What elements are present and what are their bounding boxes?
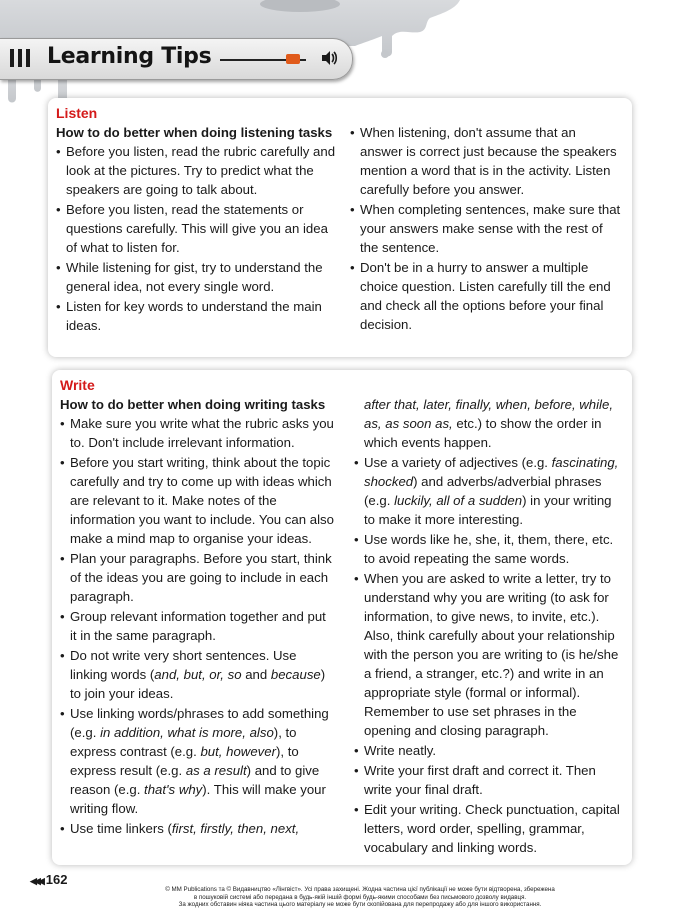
list-item: • When listening, don't assume that an answer is correct just because the speakers mention a word that is in the activity. Listen carefully before you answer. <box>350 123 622 199</box>
write-heading: Write <box>60 377 95 393</box>
banner-bars-icon <box>10 49 30 67</box>
rewind-arrows-icon: ◀◀◀ <box>30 876 42 886</box>
list-item: • Do not write very short sentences. Use linking words (and, but, or, so and because) to join your ideas. <box>60 646 336 703</box>
listen-subheading: How to do better when doing listening tasks <box>56 125 333 140</box>
speaker-icon <box>320 49 338 67</box>
write-subheading: How to do better when doing writing tasks <box>60 397 326 412</box>
list-item: • When completing sentences, make sure that your answers make sense with the rest of the sentence. <box>350 200 622 257</box>
page-title: Learning Tips <box>47 44 212 69</box>
learning-tips-banner <box>0 38 353 80</box>
write-right-list <box>354 395 626 857</box>
list-item: • Edit your writing. Check punctuation, capital letters, word order, spelling, grammar, vocabulary and linking words. <box>354 800 626 857</box>
list-item: • Use words like he, she, it, them, there, etc. to avoid repeating the same words. <box>354 530 626 568</box>
listen-left-list <box>56 142 336 335</box>
write-right-column <box>354 395 626 858</box>
list-item: • Group relevant information together and put it in the same paragraph. <box>60 607 336 645</box>
list-item: • Don't be in a hurry to answer a multiple choice question. Listen carefully till the end and check all the options before your final decision. <box>350 258 622 334</box>
write-left-column <box>60 376 336 839</box>
list-item: • Write your first draft and correct it. Then write your final draft. <box>354 761 626 799</box>
page-number-text: 162 <box>45 872 68 887</box>
listen-left-column <box>56 104 336 336</box>
listen-right-column <box>350 123 622 335</box>
list-item: • Plan your paragraphs. Before you start, think of the ideas you are going to include in each paragraph. <box>60 549 336 606</box>
listen-right-list <box>350 123 622 334</box>
list-item-continuation: after that, later, finally, when, before, while, as, as soon as, etc.) to show the order in which events happen. <box>364 397 613 450</box>
list-item: • Use linking words/phrases to add something (e.g. in addition, what is more, also), to express contrast (e.g. but, however), to express result (e.g. as a result) and to give reason (e.g. that's why). This will make your writing flow. <box>60 704 336 818</box>
page-number <box>30 872 67 887</box>
list-item: • Use time linkers (first, firstly, then, next, <box>60 819 336 838</box>
list-item: • Listen for key words to understand the main ideas. <box>56 297 336 335</box>
write-card <box>52 370 632 865</box>
list-item: • Use a variety of adjectives (e.g. fascinating, shocked) and adverbs/adverbial phrases (e.g. luckily, all of a sudden) in your writing to make it more interesting. <box>354 453 626 529</box>
list-item: • Write neatly. <box>354 741 626 760</box>
list-item: • Before you listen, read the statements or questions carefully. This will give you an idea of what to listen for. <box>56 200 336 257</box>
listen-heading: Listen <box>56 105 98 121</box>
listen-card <box>48 98 632 357</box>
list-item: • Before you start writing, think about the topic carefully and try to come up with ideas which are relevant to it. Make notes of the information you want to include. You can also make a mind map to organise your ideas. <box>60 453 336 548</box>
list-item: • Before you listen, read the rubric carefully and look at the pictures. Try to predict what the speakers are going to talk about. <box>56 142 336 199</box>
write-left-list <box>60 414 336 838</box>
copyright-notice: © MM Publications та © Видавництво «Лінгвіст». Усі права захищені. Жодна частина цієї публікації не може бути відтворена, збережена в пошуковій системі або передана в будь-якій іншій формі будь-якими способами без письмового дозволу видавця. За жодних обставин ніяка частина цього матеріалу не може бути скопійована для перепродажу або для іншого використання. <box>165 886 555 909</box>
audio-slider-knob <box>286 54 300 64</box>
list-item: • Make sure you write what the rubric asks you to. Don't include irrelevant information. <box>60 414 336 452</box>
list-item: • When you are asked to write a letter, try to understand why you are writing (to ask for information, to give news, to invite, etc.). Also, think carefully about your relationship with the person you are writing to (is he/she a friend, a stranger, etc.?) and write in an appropriate style (formal or informal). Remember to use set phrases in the opening and closing paragraph. <box>354 569 626 740</box>
list-item: • While listening for gist, try to understand the general idea, not every single word. <box>56 258 336 296</box>
